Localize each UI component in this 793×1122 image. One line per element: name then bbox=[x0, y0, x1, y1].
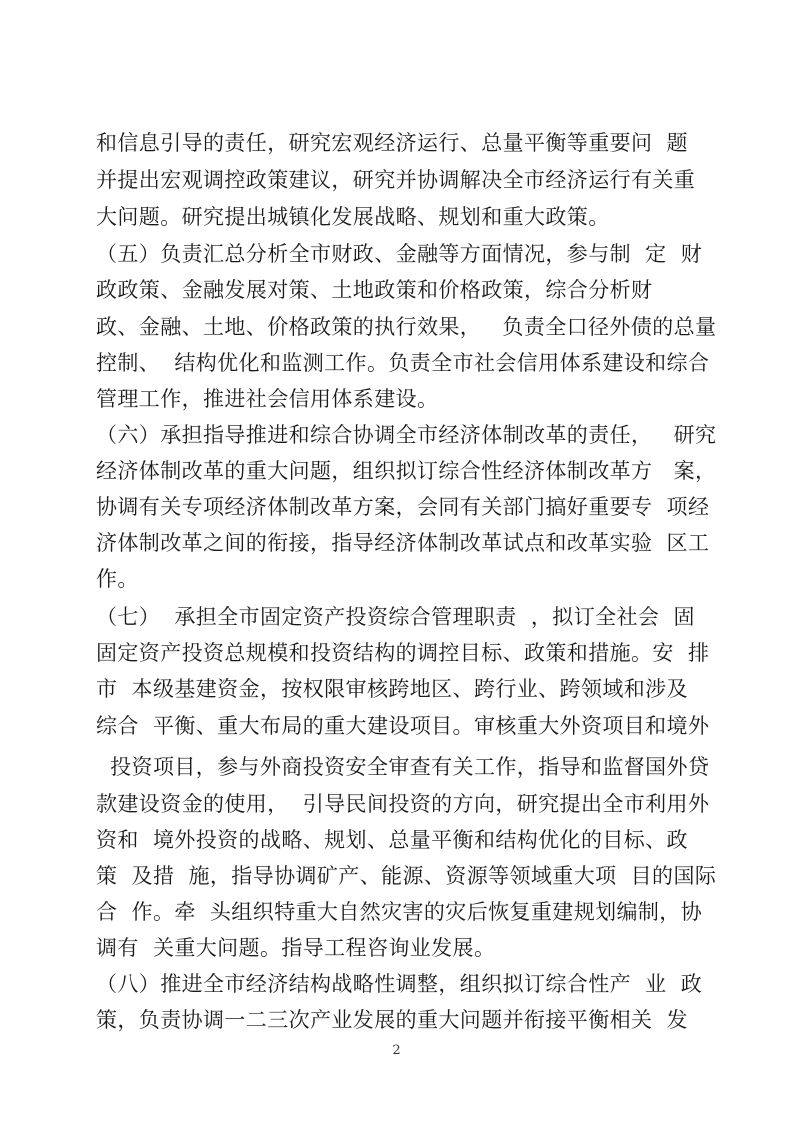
text-line: 济体制改革之间的衔接，指导经济体制改革试点和改革实验 区工 bbox=[96, 531, 710, 555]
text-line: 管理工作，推进社会信用体系建设。 bbox=[96, 387, 439, 411]
text-line: 政政策、金融发展对策、土地政策和价格政策，综合分析财 bbox=[96, 278, 653, 302]
text-line: （六）承担指导推进和综合协调全市经济体制改革的责任， 研究 bbox=[96, 423, 717, 447]
text-line: 市 本级基建资金，按权限审核跨地区、跨行业、跨领域和涉及 bbox=[96, 677, 688, 701]
text-line: （八）推进全市经济结构战略性调整，组织拟订综合性产 业 政 bbox=[96, 972, 703, 996]
text-line: 合 作。牵 头组织特重大自然灾害的灾后恢复重建规划编制，协 bbox=[96, 900, 703, 924]
text-line: 政、金融、土地、价格政策的执行效果， 负责全口径外债的总量 bbox=[96, 315, 717, 339]
text-line: 资和 境外投资的战略、规划、总量平衡和结构优化的目标、政 bbox=[96, 828, 688, 852]
page-number: 2 bbox=[392, 1043, 401, 1058]
text-line: 控制、 结构优化和监测工作。负责全市社会信用体系建设和综合 bbox=[96, 351, 710, 375]
text-line: 固定资产投资总规模和投资结构的调控目标、政策和措施。安 排 bbox=[96, 641, 710, 665]
text-line: 和信息引导的责任，研究宏观经济运行、总量平衡等重要问 题 bbox=[96, 131, 688, 155]
text-line: 调有 关重大问题。指导工程咨询业发展。 bbox=[96, 936, 496, 960]
text-line: 款建设资金的使用， 引导民间投资的方向，研究提出全市利用外 bbox=[96, 792, 710, 816]
text-line: 综合 平衡、重大布局的重大建设项目。审核重大外资项目和境外 bbox=[96, 714, 710, 738]
text-line: 策，负责协调一二三次产业发展的重大问题并衔接平衡相关 发 bbox=[96, 1008, 688, 1032]
text-line: 并提出宏观调控政策建议，研究并协调解决全市经济运行有关重 bbox=[96, 168, 696, 192]
text-line: 协调有关专项经济体制改革方案，会同有关部门搞好重要专 项经 bbox=[96, 495, 710, 519]
text-line: 大问题。研究提出城镇化发展战略、规划和重大政策。 bbox=[96, 205, 610, 229]
text-line: 作。 bbox=[96, 567, 139, 591]
text-line: 经济体制改革的重大问题，组织拟订综合性经济体制改革方 案， bbox=[96, 459, 717, 483]
text-line: （五）负责汇总分析全市财政、金融等方面情况，参与制 定 财 bbox=[96, 242, 703, 266]
text-line: （七） 承担全市固定资产投资综合管理职责 ，拟订全社会 固 bbox=[96, 605, 695, 629]
text-line: 策 及措 施，指导协调矿产、能源、资源等领域重大项 目的国际 bbox=[96, 864, 717, 888]
text-line: 投资项目，参与外商投资安全审查有关工作，指导和监督国外贷 bbox=[96, 755, 710, 779]
